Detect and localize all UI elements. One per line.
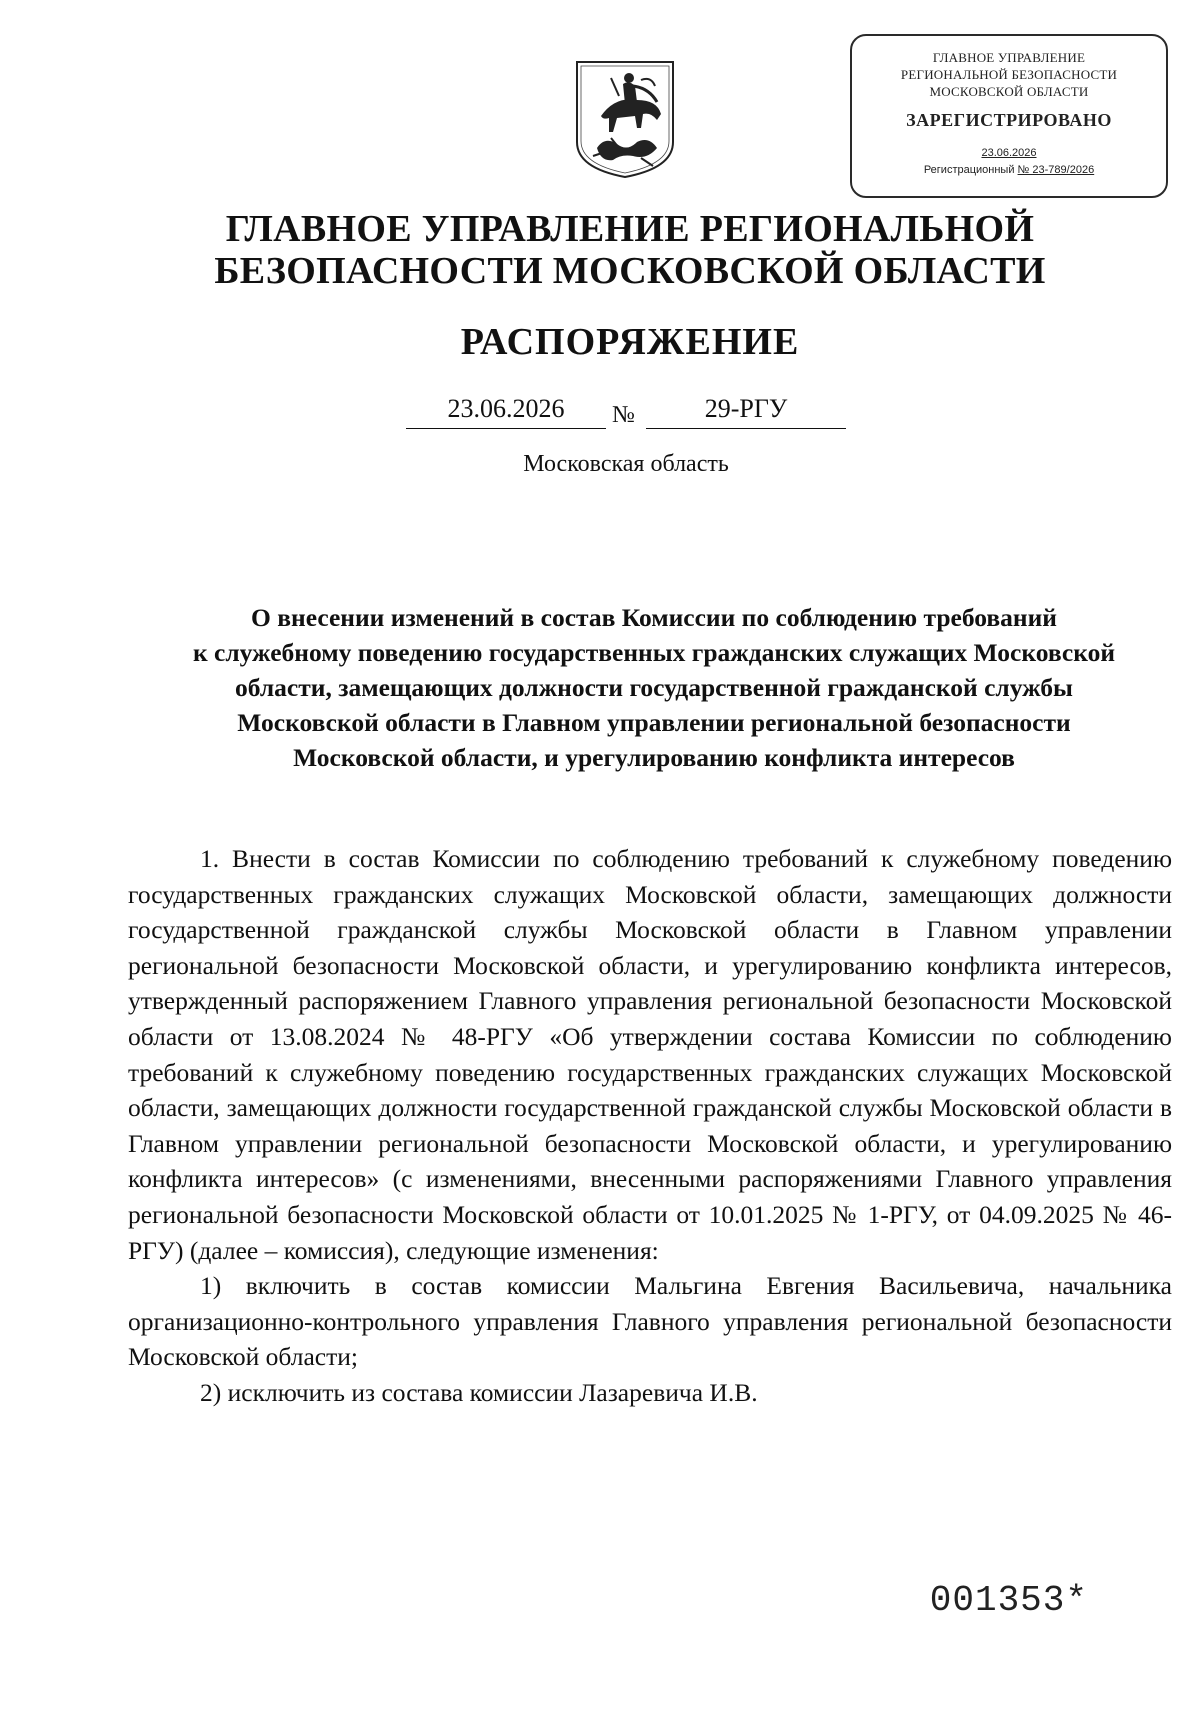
body-paragraph: 1) включить в состав комиссии Мальгина Евгения Васильевича, начальника организационно-контрольного управления Главного управления региональной безопасности Московской области; [128, 1271, 1172, 1372]
date-number-line [0, 394, 1200, 438]
stamp-reg-number: № 23-789/2026 [1017, 164, 1095, 176]
document-serial-number: 001353* [929, 1580, 1088, 1621]
agency-name [130, 208, 1130, 292]
stamp-reg-label: Регистрационный [923, 164, 1015, 176]
document-body [128, 841, 1172, 1411]
stamp-status: ЗАРЕГИСТРИРОВАНО [906, 110, 1112, 130]
stamp-date: 23.06.2026 [981, 147, 1037, 159]
stamp-registration [852, 164, 1166, 176]
document-place: Московская область [523, 451, 729, 477]
document-type: РАСПОРЯЖЕНИЕ [460, 321, 800, 363]
stamp-org-line: РЕГИОНАЛЬНОЙ БЕЗОПАСНОСТИ [900, 67, 1118, 82]
subject-line: Московской области, и урегулированию конфликта интересов [293, 743, 1015, 772]
subject-line: области, замещающих должности государственной гражданской службы [235, 673, 1073, 702]
agency-name-line: БЕЗОПАСНОСТИ МОСКОВСКОЙ ОБЛАСТИ [214, 250, 1046, 292]
subject-line: Московской области в Главном управлении региональной безопасности [237, 708, 1071, 737]
subject-line: О внесении изменений в состав Комиссии по соблюдению требований [251, 603, 1057, 632]
registration-stamp [850, 34, 1168, 198]
agency-name-line: ГЛАВНОЕ УПРАВЛЕНИЕ РЕГИОНАЛЬНОЙ [225, 208, 1035, 250]
body-paragraph: 1. Внести в состав Комиссии по соблюдению требований к служебному поведению государственных гражданских служащих Московской области, замещающих должности государственной гражданской службы Московской области в Главном управлении региональной безопасности Московской области, и урегулированию конфликта интересов, утвержденный распоряжением Главного управления региональной безопасности Московской области от 13.08.2024 № 48-РГУ «Об утверждении состава Комиссии по соблюдению требований к служебному поведению государственных гражданских служащих Московской области, замещающих должности государственной гражданской службы Московской области в Главном управлении региональной безопасности Московской области, и урегулированию конфликта интересов» (с изменениями, внесенными распоряжениями Главного управления региональной безопасности Московской области от 10.01.2025 № 1-РГУ, от 04.09.2025 № 46-РГУ) (далее – комиссия), следующие изменения: [128, 844, 1172, 1265]
stamp-org-line: МОСКОВСКОЙ ОБЛАСТИ [929, 84, 1089, 99]
document-subject [126, 600, 1182, 775]
stamp-org-line: ГЛАВНОЕ УПРАВЛЕНИЕ [932, 50, 1086, 65]
document-number: 29-РГУ [646, 394, 846, 429]
document-date: 23.06.2026 [406, 394, 606, 429]
number-sign: № [612, 402, 635, 428]
stamp-organization [852, 49, 1166, 100]
coat-of-arms-emblem [571, 56, 679, 180]
body-paragraph: 2) исключить из состава комиссии Лазаревича И.В. [200, 1377, 758, 1407]
subject-line: к служебному поведению государственных гражданских служащих Московской [192, 638, 1116, 667]
